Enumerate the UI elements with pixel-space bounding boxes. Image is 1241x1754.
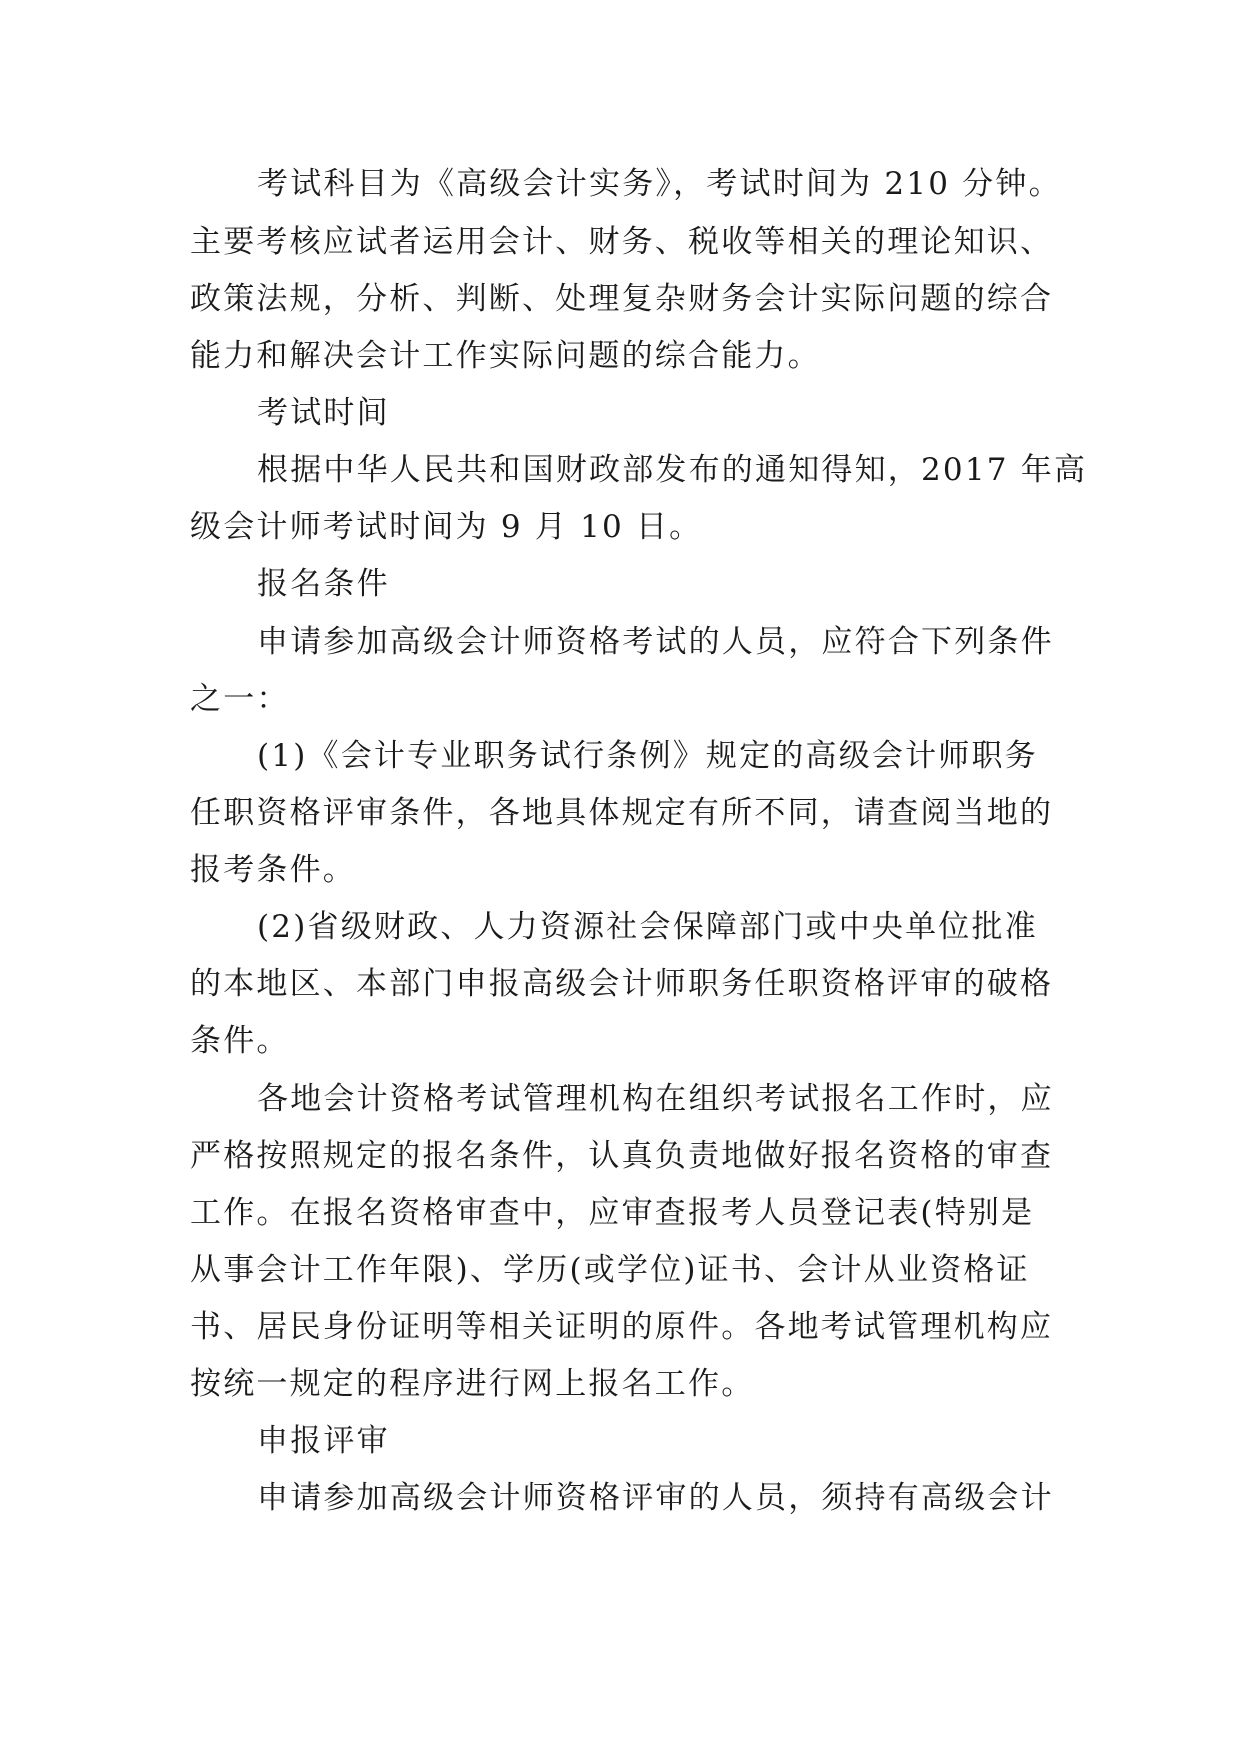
section-heading: 考试时间: [257, 395, 390, 431]
paragraph-line: 能力和解决会计工作实际问题的综合能力。: [190, 338, 821, 374]
paragraph-line: 级会计师考试时间为 9 月 10 日。: [190, 509, 703, 545]
paragraph-line: (1)《会计专业职务试行条例》规定的高级会计师职务: [257, 738, 1038, 774]
paragraph-line: 报考条件。: [190, 852, 356, 888]
paragraph-line: 严格按照规定的报名条件，认真负责地做好报名资格的审查: [190, 1138, 1054, 1174]
paragraph-line: 之一：: [190, 681, 290, 717]
paragraph-line: (2)省级财政、人力资源社会保障部门或中央单位批准: [257, 909, 1038, 945]
paragraph-line: 书、居民身份证明等相关证明的原件。各地考试管理机构应: [190, 1309, 1054, 1345]
paragraph-line: 任职资格评审条件，各地具体规定有所不同，请查阅当地的: [190, 795, 1054, 831]
paragraph-line: 考试科目为《高级会计实务》，考试时间为 210 分钟。: [257, 166, 1062, 202]
paragraph-line: 政策法规，分析、判断、处理复杂财务会计实际问题的综合: [190, 281, 1054, 317]
paragraph-line: 申请参加高级会计师资格考试的人员，应符合下列条件: [257, 624, 1054, 660]
paragraph-line: 申请参加高级会计师资格评审的人员，须持有高级会计: [257, 1480, 1054, 1516]
paragraph-line: 各地会计资格考试管理机构在组织考试报名工作时，应: [257, 1081, 1054, 1117]
paragraph-line: 根据中华人民共和国财政部发布的通知得知，2017 年高: [257, 452, 1088, 488]
section-heading: 报名条件: [257, 566, 390, 602]
paragraph-line: 主要考核应试者运用会计、财务、税收等相关的理论知识、: [190, 224, 1054, 260]
paragraph-line: 的本地区、本部门申报高级会计师职务任职资格评审的破格: [190, 966, 1054, 1002]
paragraph-line: 从事会计工作年限)、学历(或学位)证书、会计从业资格证: [190, 1252, 1030, 1288]
section-heading: 申报评审: [257, 1423, 390, 1459]
paragraph-line: 条件。: [190, 1023, 290, 1059]
paragraph-line: 工作。在报名资格审查中，应审查报考人员登记表(特别是: [190, 1195, 1035, 1231]
paragraph-line: 按统一规定的程序进行网上报名工作。: [190, 1366, 755, 1402]
